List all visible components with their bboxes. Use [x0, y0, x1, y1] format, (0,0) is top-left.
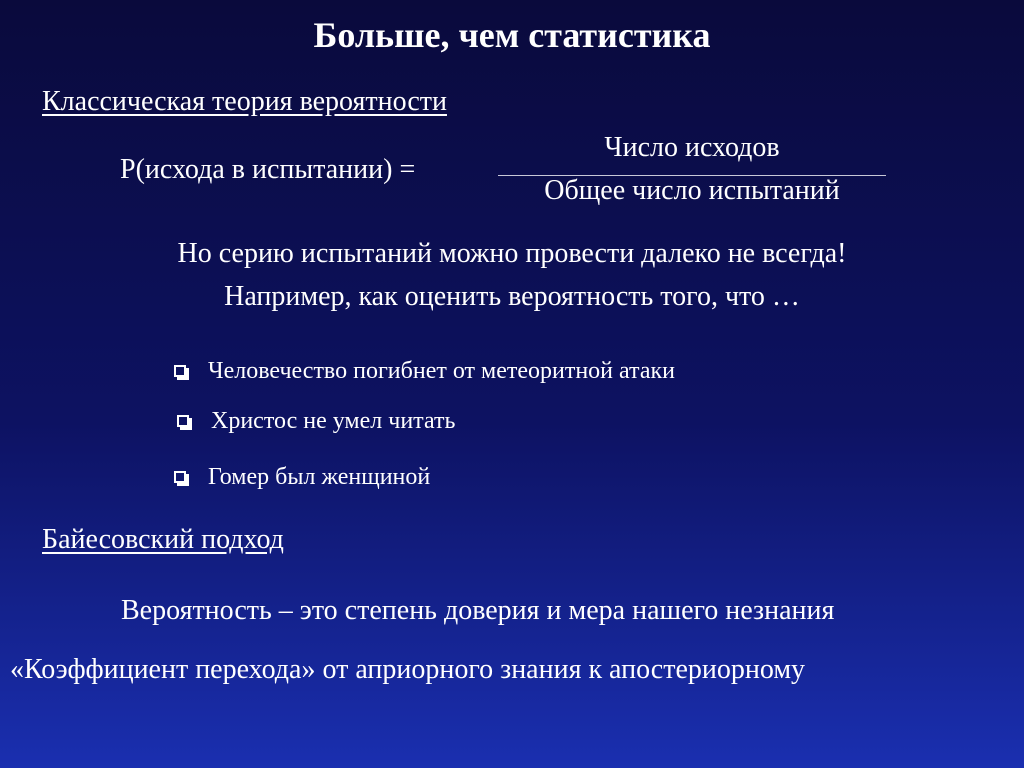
example-item-homer — [174, 464, 430, 491]
example-item-meteor — [174, 358, 675, 385]
bayesian-heading: Байесовский подход — [42, 524, 284, 555]
bayesian-line-1: Вероятность – это степень доверия и мера нашего незнания — [121, 595, 835, 626]
example-text: Гомер был женщиной — [208, 464, 431, 490]
example-item-christ — [177, 408, 455, 435]
example-text: Христос не умел читать — [211, 408, 456, 434]
classical-heading: Классическая теория вероятности — [42, 86, 447, 117]
checkbox-bullet-icon — [174, 471, 186, 483]
caveat-line-1: Но серию испытаний можно провести далеко не всегда! — [177, 238, 847, 269]
formula-lhs: P(исхода в испытании) = — [120, 154, 416, 185]
slide-title: Больше, чем статистика — [313, 15, 711, 55]
formula-denominator: Общее число испытаний — [544, 175, 840, 206]
checkbox-bullet-icon — [177, 415, 189, 427]
formula-numerator: Число исходов — [604, 132, 780, 163]
bayesian-line-2: «Коэффициент перехода» от априорного знания к апостериорному — [10, 654, 806, 685]
caveat-line-2: Например, как оценить вероятность того, что … — [224, 281, 800, 312]
example-text: Человечество погибнет от метеоритной атаки — [208, 358, 675, 384]
checkbox-bullet-icon — [174, 365, 186, 377]
